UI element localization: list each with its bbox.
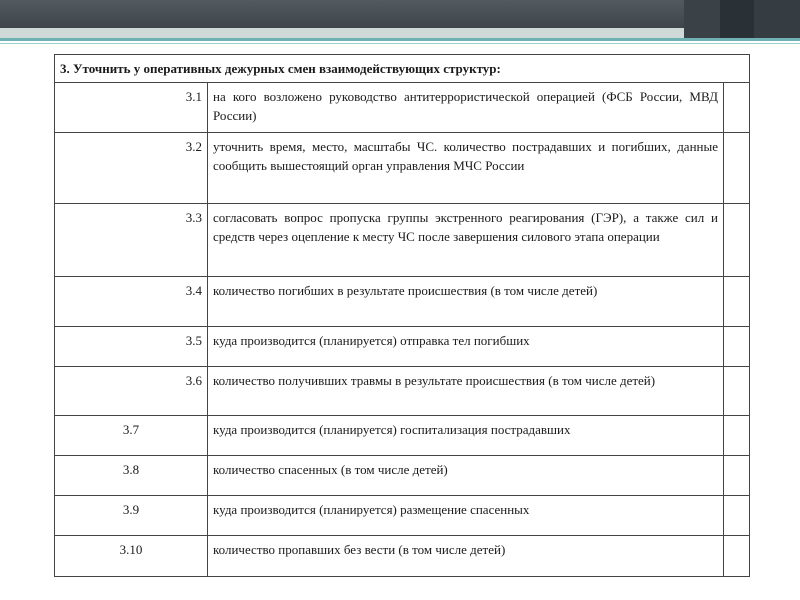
table-row — [55, 277, 750, 327]
table-row — [55, 416, 750, 456]
row-mark-cell — [724, 367, 750, 416]
row-text: количество спасенных (в том числе детей) — [208, 456, 724, 496]
accent-line — [0, 43, 800, 44]
row-text: количество получивших травмы в результате происшествия (в том числе детей) — [208, 367, 724, 416]
row-mark-cell — [724, 536, 750, 577]
table-row — [55, 327, 750, 367]
row-text: куда производится (планируется) отправка тел погибших — [208, 327, 724, 367]
row-number: 3.9 — [55, 496, 208, 536]
row-mark-cell — [724, 496, 750, 536]
slide-top-stripe — [0, 28, 800, 38]
table-header-row — [55, 55, 750, 83]
decor-block — [754, 0, 800, 38]
row-text: количество пропавших без вести (в том числе детей) — [208, 536, 724, 577]
row-mark-cell — [724, 327, 750, 367]
document-table — [54, 54, 750, 577]
row-mark-cell — [724, 204, 750, 277]
table-header: 3. Уточнить у оперативных дежурных смен взаимодействующих структур: — [55, 55, 750, 83]
row-number: 3.1 — [55, 83, 208, 133]
accent-line — [0, 38, 800, 41]
row-number: 3.3 — [55, 204, 208, 277]
table-row — [55, 133, 750, 204]
row-number: 3.8 — [55, 456, 208, 496]
table-row — [55, 496, 750, 536]
table-row — [55, 456, 750, 496]
row-mark-cell — [724, 133, 750, 204]
table-row — [55, 204, 750, 277]
table-row — [55, 367, 750, 416]
row-mark-cell — [724, 277, 750, 327]
decor-block — [684, 0, 720, 38]
row-text: куда производится (планируется) размещение спасенных — [208, 496, 724, 536]
row-number: 3.4 — [55, 277, 208, 327]
decor-block — [720, 0, 754, 38]
table-row — [55, 83, 750, 133]
row-number: 3.5 — [55, 327, 208, 367]
row-number: 3.6 — [55, 367, 208, 416]
row-number: 3.7 — [55, 416, 208, 456]
row-text: на кого возложено руководство антитеррористической операцией (ФСБ России, МВД России) — [208, 83, 724, 133]
row-mark-cell — [724, 416, 750, 456]
row-number: 3.10 — [55, 536, 208, 577]
row-text: уточнить время, место, масштабы ЧС. количество пострадавших и погибших, данные сообщить вышестоящий орган управления МЧС России — [208, 133, 724, 204]
row-mark-cell — [724, 456, 750, 496]
row-mark-cell — [724, 83, 750, 133]
row-text: куда производится (планируется) госпитализация пострадавших — [208, 416, 724, 456]
slide-top-bar — [0, 0, 800, 28]
table-row — [55, 536, 750, 577]
row-number: 3.2 — [55, 133, 208, 204]
row-text: количество погибших в результате происшествия (в том числе детей) — [208, 277, 724, 327]
row-text: согласовать вопрос пропуска группы экстренного реагирования (ГЭР), а также сил и средств через оцепление к месту ЧС после завершения силового этапа операции — [208, 204, 724, 277]
